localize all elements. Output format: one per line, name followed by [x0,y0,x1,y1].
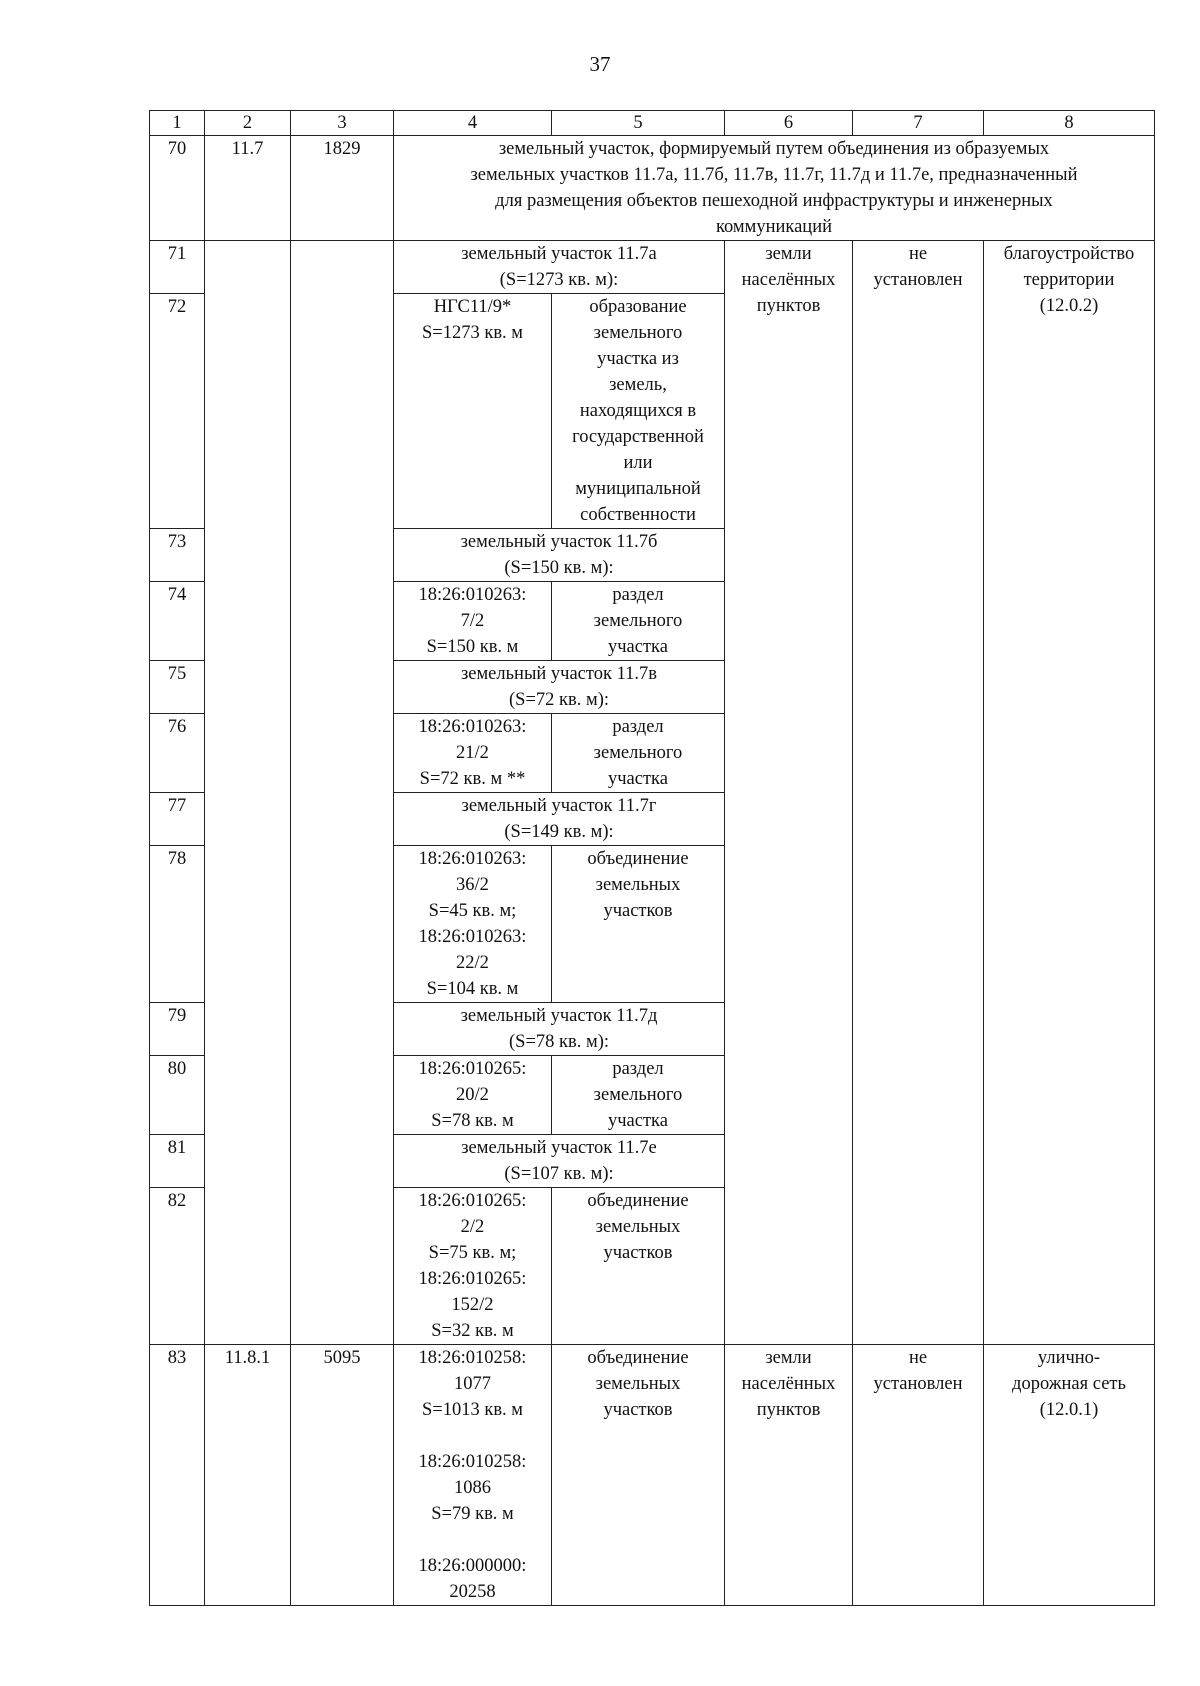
table-row [150,1345,1155,1606]
row-number: 72 [150,294,205,529]
row-number: 70 [150,136,205,241]
text-line: не [908,1348,928,1368]
text-line: или [623,453,653,473]
text-line: S=79 кв. м [431,1504,514,1524]
text-line: участков [603,1400,673,1420]
text-line: земельного [593,611,683,631]
text-line: S=32 кв. м [431,1321,514,1341]
cadastral-number [394,294,552,529]
text-line: земельный участок 11.7в [460,664,658,684]
plot-code-continued [205,241,291,1345]
text-line: государственной [572,427,704,447]
plot-description [394,136,1155,241]
text-line: улично- [1037,1348,1101,1368]
text-line: муниципальной [575,479,701,499]
text-line: земли [765,244,812,264]
formation-method [552,1056,725,1135]
formation-method [552,714,725,793]
plot-code: 11.7 [205,136,291,241]
text-line: раздел [612,717,664,737]
page-number: 37 [589,52,611,76]
row-number: 74 [150,582,205,661]
text-line: участка из [597,349,679,369]
row-number: 81 [150,1135,205,1188]
text-line: земельный участок 11.7г [461,796,657,816]
cadastral-number [394,1188,552,1345]
text-line: 1077 [454,1374,491,1394]
text-line: земельный участок 11.7б [460,532,658,552]
text-line: 7/2 [460,611,485,631]
row-number: 76 [150,714,205,793]
text-line: S=75 кв. м; [428,1243,517,1263]
text-line: земельных [595,875,681,895]
row-number: 77 [150,793,205,846]
text-line: 152/2 [451,1295,494,1315]
text-line: (S=150 кв. м): [504,558,614,578]
text-line: земельного [593,743,683,763]
text-line: 22/2 [456,953,489,973]
text-line: участка [608,1111,668,1131]
restriction-status [853,241,984,1345]
text-line: S=104 кв. м [426,979,519,999]
text-line: земельных участков 11.7а, 11.7б, 11.7в, 11.7г, 11.7д и 11.7е, предназначенный [470,165,1078,185]
text-line: установлен [873,270,963,290]
text-line: (S=78 кв. м): [509,1032,609,1052]
text-line: 36/2 [456,875,489,895]
land-category [725,1345,853,1606]
text-line: (S=149 кв. м): [504,822,614,842]
text-line: 18:26:010263: [418,927,527,947]
text-line: образование [589,297,687,317]
text-line: населённых [741,1374,836,1394]
text-line: для размещения объектов пешеходной инфраструктуры и инженерных [495,191,1053,211]
cadastral-number [394,1056,552,1135]
text-line: (S=1273 кв. м): [499,270,619,290]
text-line: S=1273 кв. м [421,323,524,343]
cadastral-number [394,582,552,661]
row-number: 71 [150,241,205,294]
text-line: раздел [612,1059,664,1079]
formation-method [552,1188,725,1345]
text-line: населённых [741,270,836,290]
text-line: земельных [595,1374,681,1394]
text-line: земельный участок 11.7е [461,1138,657,1158]
text-line: (S=72 кв. м): [509,690,609,710]
table-row [150,136,1155,241]
subplot-title [394,1135,725,1188]
text-line: 18:26:010258: [418,1348,527,1368]
text-line: 18:26:010265: [418,1269,527,1289]
formation-method [552,582,725,661]
text-line: НГС11/9* [433,297,512,317]
cadastral-number [394,846,552,1003]
row-number: 78 [150,846,205,1003]
text-line: земель, [609,375,667,395]
text-line: не [908,244,928,264]
text-line: земельный участок 11.7а [461,244,657,264]
text-line: (12.0.1) [1039,1400,1099,1420]
text-line: коммуникаций [715,217,833,237]
row-number: 79 [150,1003,205,1056]
text-line: 18:26:010265: [418,1059,527,1079]
text-line: раздел [612,585,664,605]
text-line: 20/2 [456,1085,489,1105]
subplot-title [394,529,725,582]
plot-area: 5095 [291,1345,394,1606]
text-line: земельных [595,1217,681,1237]
text-line: S=150 кв. м [426,637,519,657]
column-header: 5 [552,111,725,136]
text-line: 18:26:000000: [418,1556,527,1576]
column-header: 3 [291,111,394,136]
text-line: участка [608,637,668,657]
text-line: S=78 кв. м [431,1111,514,1131]
text-line: объединение [587,1348,689,1368]
row-number: 83 [150,1345,205,1606]
text-line: благоустройство [1003,244,1135,264]
plot-code: 11.8.1 [205,1345,291,1606]
cadastral-number [394,1345,552,1606]
subplot-title [394,661,725,714]
text-line: объединение [587,849,689,869]
text-line: территории [1023,270,1115,290]
column-header: 4 [394,111,552,136]
text-line: земельный участок, формируемый путем объединения из образуемых [498,139,1050,159]
text-line: установлен [873,1374,963,1394]
text-line: находящихся в [579,401,697,421]
column-header: 2 [205,111,291,136]
text-line: (S=107 кв. м): [504,1164,614,1184]
column-header: 7 [853,111,984,136]
text-line: 2/2 [460,1217,485,1237]
text-line: 20258 [449,1582,496,1602]
table-header-row [150,111,1155,136]
text-line: дорожная сеть [1012,1374,1126,1394]
text-line: 18:26:010258: [418,1452,527,1472]
text-line: 18:26:010263: [418,849,527,869]
text-line: пунктов [756,1400,821,1420]
row-number: 82 [150,1188,205,1345]
text-line: S=45 кв. м; [428,901,517,921]
row-number: 80 [150,1056,205,1135]
text-line: участка [608,769,668,789]
text-line: 18:26:010265: [418,1191,527,1211]
text-line: земельный участок 11.7д [460,1006,658,1026]
text-line: (12.0.2) [1039,296,1099,316]
text-line: участков [603,1243,673,1263]
text-line: 1086 [454,1478,491,1498]
text-line: 18:26:010263: [418,585,527,605]
text-line: пунктов [756,296,821,316]
plot-area: 1829 [291,136,394,241]
permitted-use [984,1345,1155,1606]
land-plot-table [149,110,1155,1606]
restriction-status [853,1345,984,1606]
subplot-title [394,1003,725,1056]
text-line: 18:26:010263: [418,717,527,737]
column-header: 1 [150,111,205,136]
text-line: собственности [580,505,696,525]
subplot-title [394,241,725,294]
plot-area-continued [291,241,394,1345]
subplot-title [394,793,725,846]
text-line: S=72 кв. м ** [419,769,526,789]
text-line: земельного [593,323,683,343]
text-line: объединение [587,1191,689,1211]
text-line: S=1013 кв. м [421,1400,524,1420]
text-line: земельного [593,1085,683,1105]
table-row [150,241,1155,294]
formation-method [552,1345,725,1606]
formation-method [552,294,725,529]
text-line: участков [603,901,673,921]
cadastral-number [394,714,552,793]
formation-method [552,846,725,1003]
land-category [725,241,853,1345]
text-line: земли [765,1348,812,1368]
text-line: 21/2 [456,743,489,763]
permitted-use [984,241,1155,1345]
row-number: 75 [150,661,205,714]
column-header: 6 [725,111,853,136]
column-header: 8 [984,111,1155,136]
row-number: 73 [150,529,205,582]
